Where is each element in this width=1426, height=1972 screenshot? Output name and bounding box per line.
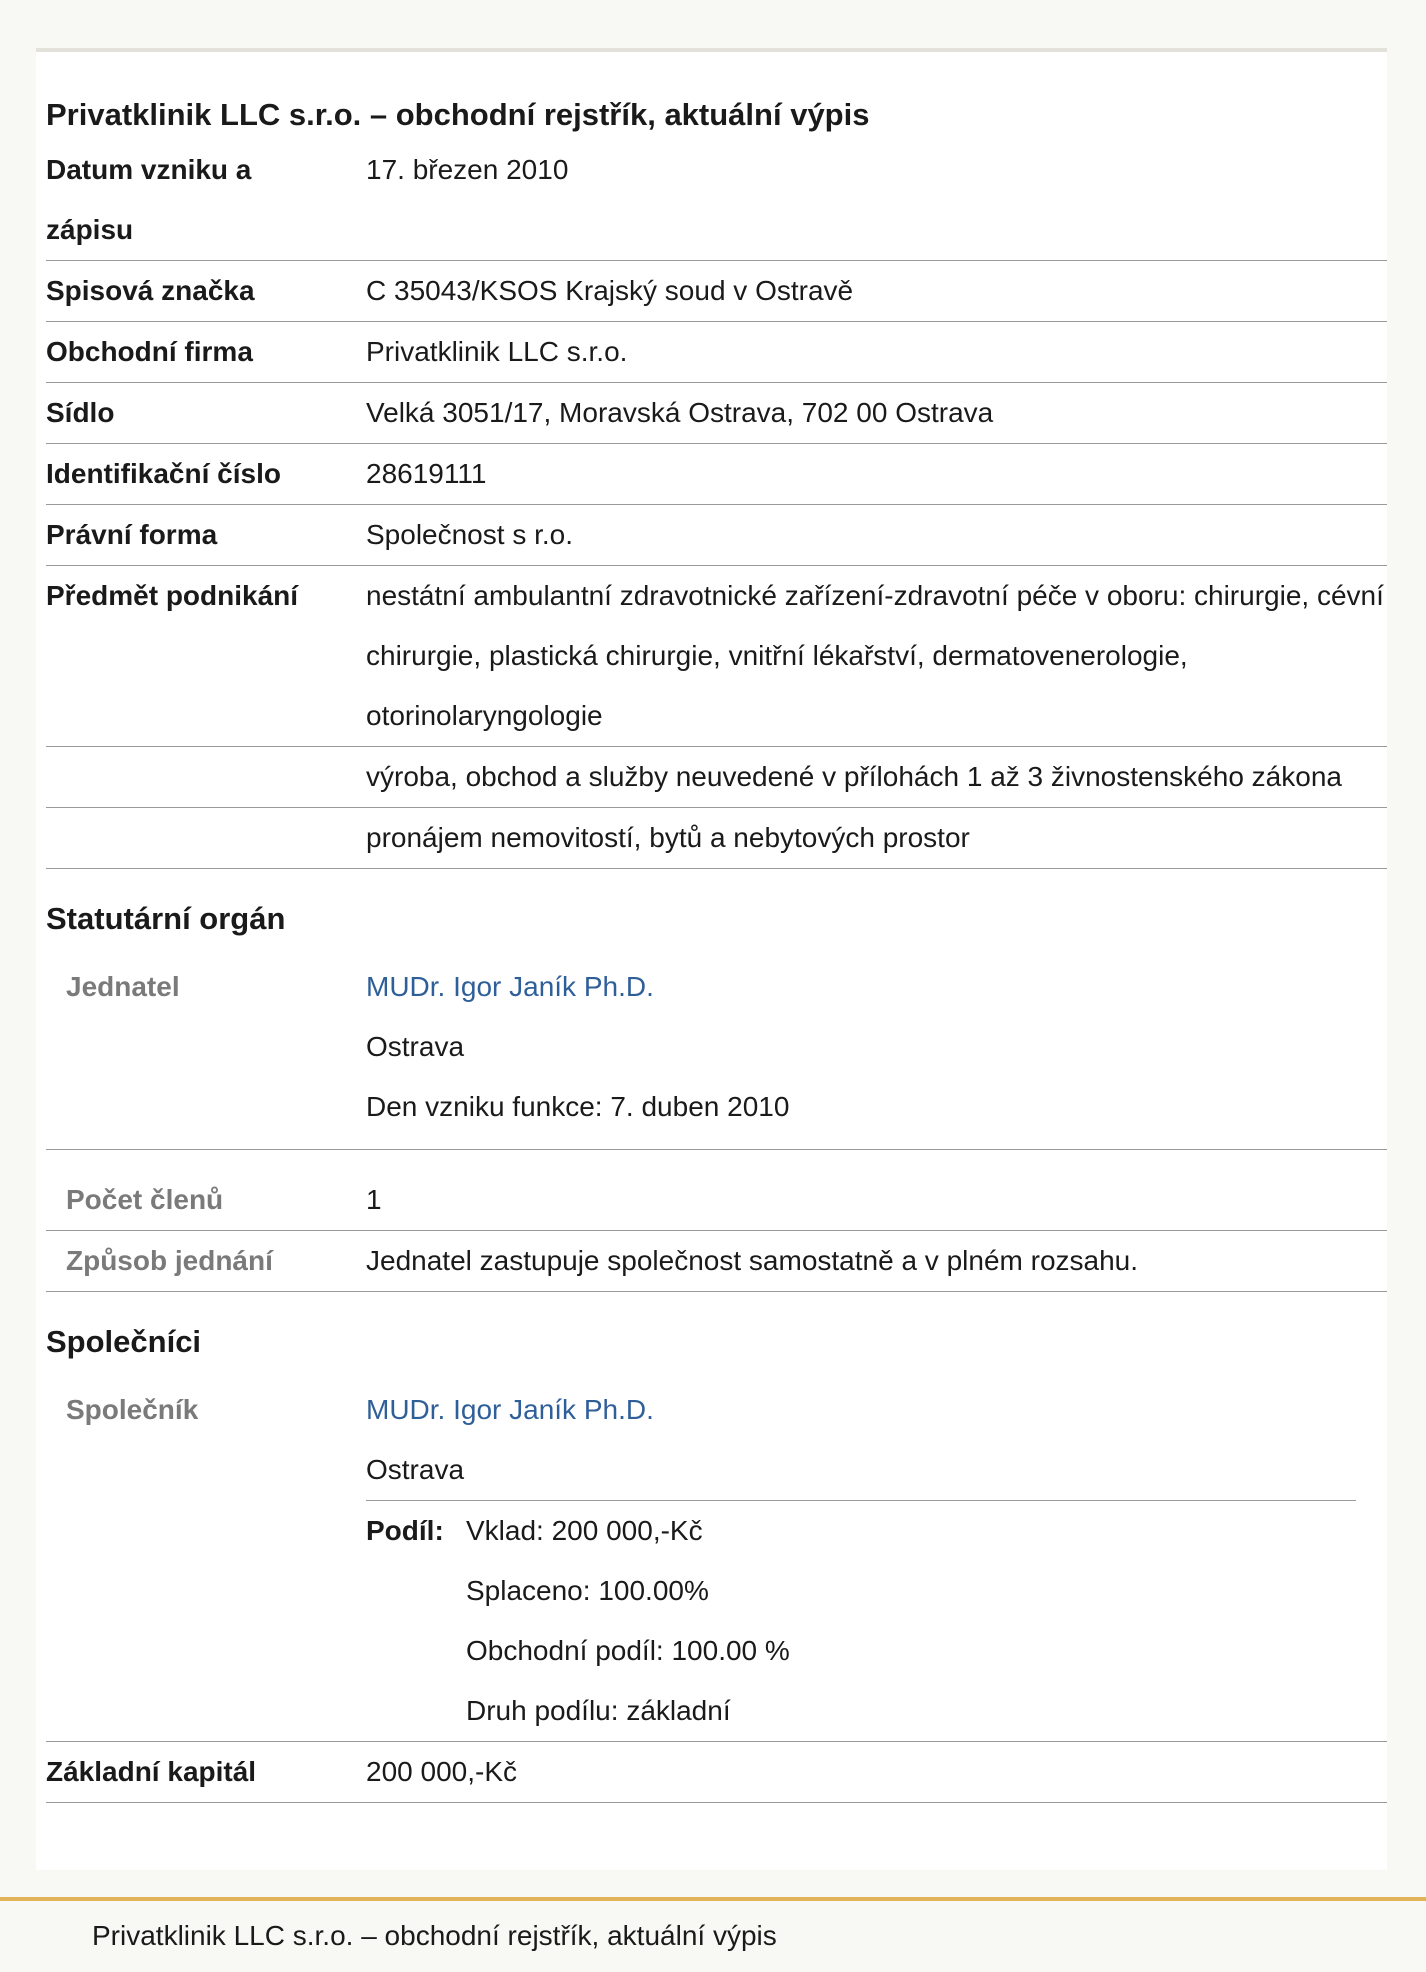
value-zakladni-kapital: 200 000,-Kč <box>366 1742 1387 1803</box>
row-pocet-clenu <box>46 1150 1387 1231</box>
row-zpusob-jednani <box>46 1231 1387 1292</box>
label-jednatel: Jednatel <box>46 957 366 1150</box>
row-datum-vzniku <box>46 140 1387 261</box>
footer-title: Privatklinik LLC s.r.o. – obchodní rejstřík, aktuální výpis <box>92 1920 777 1951</box>
value-pravni-forma: Společnost s r.o. <box>366 505 1387 566</box>
podil-block <box>366 1501 1387 1741</box>
register-content <box>46 52 1387 1803</box>
spolecnik-link[interactable]: MUDr. Igor Janík Ph.D. <box>366 1394 654 1425</box>
value-sidlo: Velká 3051/17, Moravská Ostrava, 702 00 Ostrava <box>366 383 1387 444</box>
label-spisova-znacka: Spisová značka <box>46 261 366 322</box>
row-sidlo <box>46 383 1387 444</box>
value-predmet-1: nestátní ambulantní zdravotnické zařízení-zdravotní péče v oboru: chirurgie, cévní chirurgie, plastická chirurgie, vnitřní lékařství, dermatovenerologie, otorinolaryngologie <box>366 566 1387 747</box>
register-card <box>36 48 1387 1870</box>
page-title: Privatklinik LLC s.r.o. – obchodní rejstřík, aktuální výpis <box>46 97 870 132</box>
value-zpusob-jednani: Jednatel zastupuje společnost samostatně a v plném rozsahu. <box>366 1231 1387 1292</box>
podil-details <box>466 1501 790 1741</box>
row-predmet-1 <box>46 566 1387 747</box>
value-predmet-2: výroba, obchod a služby neuvedené v přílohách 1 až 3 živnostenského zákona <box>366 747 1387 808</box>
value-spisova-znacka: C 35043/KSOS Krajský soud v Ostravě <box>366 261 1387 322</box>
label-predmet-podnikani: Předmět podnikání <box>46 566 366 747</box>
spolecnik-city: Ostrava <box>366 1454 465 1485</box>
footer-divider <box>0 1897 1426 1901</box>
label-podil: Podíl: <box>366 1515 444 1546</box>
row-predmet-2 <box>46 747 1387 808</box>
row-identifikacni-cislo <box>46 444 1387 505</box>
row-pravni-forma <box>46 505 1387 566</box>
label-zakladni-kapital: Základní kapitál <box>46 1742 366 1803</box>
row-predmet-3 <box>46 808 1387 869</box>
label-empty <box>46 808 366 869</box>
jednatel-since: Den vzniku funkce: 7. duben 2010 <box>366 1091 790 1122</box>
label-zpusob-jednani: Způsob jednání <box>46 1231 366 1292</box>
row-spolecnici-heading <box>46 1292 1387 1381</box>
row-spisova-znacka <box>46 261 1387 322</box>
row-spolecnik <box>46 1380 1387 1742</box>
label-datum-line2: zápisu <box>46 214 134 245</box>
label-datum-line1: Datum vzniku a <box>46 154 252 185</box>
podil-vklad: Vklad: 200 000,-Kč <box>466 1515 703 1546</box>
row-zakladni-kapital <box>46 1742 1387 1803</box>
value-pocet-clenu: 1 <box>366 1150 1387 1231</box>
value-datum-vzniku: 17. březen 2010 <box>366 140 1387 261</box>
podil-druh: Druh podílu: základní <box>466 1695 731 1726</box>
value-identifikacni-cislo: 28619111 <box>366 444 1387 505</box>
value-jednatel <box>366 957 1387 1150</box>
register-table <box>46 140 1387 1803</box>
label-empty <box>46 747 366 808</box>
jednatel-city: Ostrava <box>366 1031 465 1062</box>
value-predmet-3: pronájem nemovitostí, bytů a nebytových prostor <box>366 808 1387 869</box>
podil-obchodni: Obchodní podíl: 100.00 % <box>466 1635 790 1666</box>
label-pocet-clenu: Počet členů <box>46 1150 366 1231</box>
podil-splaceno: Splaceno: 100.00% <box>466 1575 709 1606</box>
label-sidlo: Sídlo <box>46 383 366 444</box>
row-statutarni-heading <box>46 869 1387 958</box>
value-spolecnik <box>366 1380 1387 1742</box>
section-statutarni-organ: Statutární orgán <box>46 901 286 936</box>
label-spolecnik: Společník <box>46 1380 366 1742</box>
label-obchodni-firma: Obchodní firma <box>46 322 366 383</box>
label-datum-vzniku <box>46 140 366 261</box>
section-spolecnici: Společníci <box>46 1324 202 1359</box>
value-obchodni-firma: Privatklinik LLC s.r.o. <box>366 322 1387 383</box>
label-identifikacni-cislo: Identifikační číslo <box>46 444 366 505</box>
jednatel-link[interactable]: MUDr. Igor Janík Ph.D. <box>366 971 654 1002</box>
row-jednatel <box>46 957 1387 1150</box>
label-pravni-forma: Právní forma <box>46 505 366 566</box>
row-obchodni-firma <box>46 322 1387 383</box>
